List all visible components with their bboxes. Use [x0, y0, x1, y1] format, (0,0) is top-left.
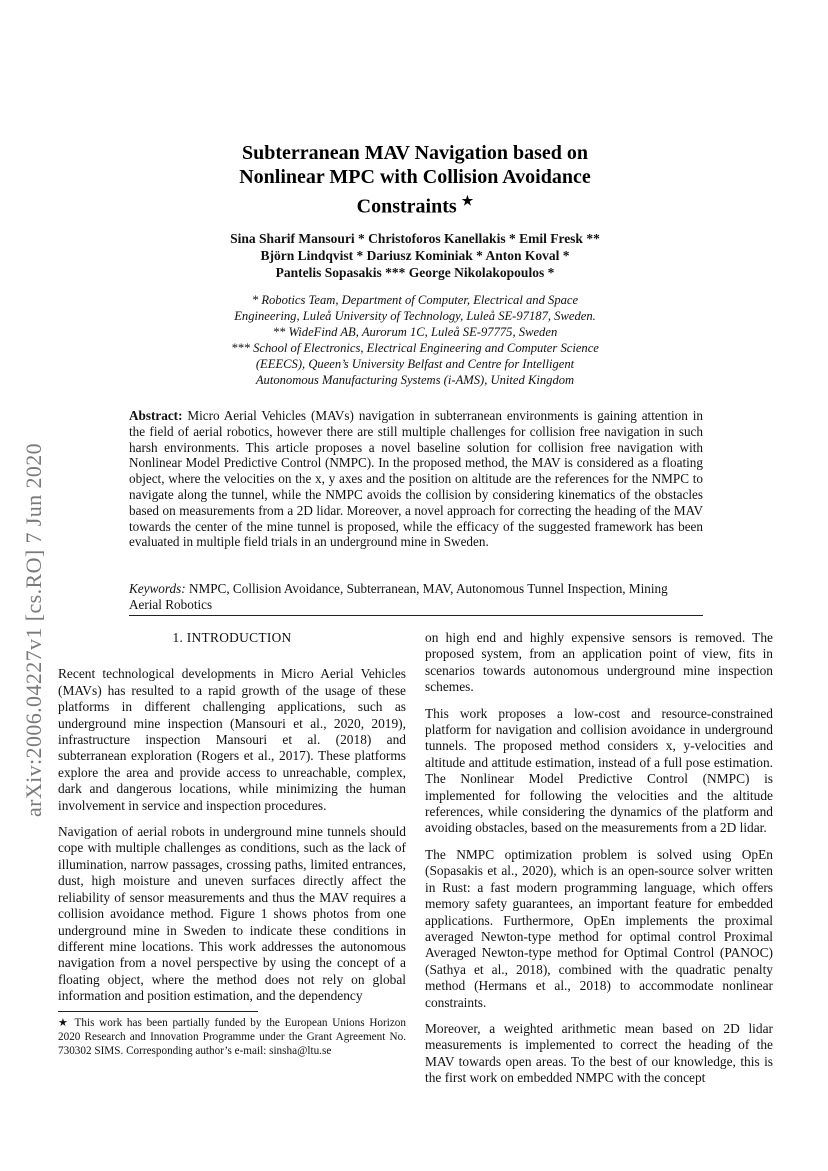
- paragraph: Navigation of aerial robots in underground mine tunnels should cope with multiple challenges as conditions, such as the lack of illumination, narrow passages, crossing paths, limited entrances, dust, high moisture and uneven surfaces directly affect the reliability of sensor measurements and thus the MAV requires a collision avoidance method. Figure 1 shows photos from one underground mine in Sweden to indicate these conditions in different mine locations. This work addresses the autonomous navigation from a novel perspective by using the concept of a floating object, where the method does not rely on global information and position estimation, and the dependency: [58, 824, 406, 1004]
- author-line-1: Sina Sharif Mansouri * Christoforos Kanellakis * Emil Fresk **: [230, 231, 600, 246]
- section-heading: 1. INTRODUCTION: [172, 630, 292, 645]
- author-line-3: Pantelis Sopasakis *** George Nikolakopoulos *: [275, 265, 555, 280]
- paragraph: on high end and highly expensive sensors is removed. The proposed system, from an application point of view, fits in scenarios towards autonomous underground mine inspection schemes.: [425, 630, 773, 695]
- title-line-1: Subterranean MAV Navigation based on: [242, 142, 588, 164]
- right-column: [425, 630, 773, 1097]
- affiliation-line: ** WideFind AB, Aurorum 1C, Luleå SE-97775, Sweden: [272, 325, 558, 339]
- arxiv-identifier: [14, 395, 54, 865]
- paragraph: Recent technological developments in Micro Aerial Vehicles (MAVs) has resulted to a rapid growth of the usage of these platforms in different challenging applications, such as underground mine inspection (Mansouri et al., 2020, 2019), infrastructure inspection Mansouri et al. (2018) and subterranean exploration (Rogers et al., 2017). These platforms explore the area and provide access to unreachable, complex, dark and dangerous locations, while minimizing the human involvement in service and inspection procedures.: [58, 666, 406, 813]
- left-column: [58, 630, 406, 1015]
- title-line-3: [180, 189, 650, 219]
- title-line-3-text: Constraints: [356, 195, 457, 218]
- keywords-text: NMPC, Collision Avoidance, Subterranean, MAV, Autonomous Tunnel Inspection, Mining Aerial Robotics: [129, 581, 668, 612]
- affiliations: [150, 292, 680, 388]
- affiliation-line: Autonomous Manufacturing Systems (i-AMS), United Kingdom: [255, 373, 575, 387]
- paper-title: [180, 141, 650, 219]
- affiliation-line: Engineering, Luleå University of Technology, Luleå SE-97187, Sweden.: [234, 309, 596, 323]
- footnote-divider: [58, 1011, 258, 1012]
- keywords-label: Keywords:: [129, 581, 186, 596]
- paragraph: Moreover, a weighted arithmetic mean based on 2D lidar measurements is implemented to correct the heading of the MAV towards open areas. To the best of our knowledge, this is the first work on embedded NMPC with the concept: [425, 1020, 773, 1086]
- keywords-divider: [129, 615, 703, 616]
- author-line-2: Björn Lindqvist * Dariusz Kominiak * Anton Koval *: [260, 248, 570, 263]
- footnote: ★ This work has been partially funded by the European Unions Horizon 2020 Research and Innovation Programme under the Grant Agreement No. 730302 SIMS. Corresponding author’s e-mail: sinsha@ltu.se: [58, 1017, 406, 1057]
- title-line-2: Nonlinear MPC with Collision Avoidance: [239, 166, 591, 188]
- keywords: [129, 581, 703, 613]
- title-footnote-mark: ★: [461, 193, 474, 208]
- affiliation-line: (EEECS), Queen’s University Belfast and Centre for Intelligent: [255, 357, 575, 371]
- affiliation-line: *** School of Electronics, Electrical Engineering and Computer Science: [231, 341, 599, 355]
- abstract-text: Micro Aerial Vehicles (MAVs) navigation in subterranean environments is gaining attention in the field of aerial robotics, however there are still multiple challenges for collision free navigation in such harsh environments. This article proposes a novel baseline solution for collision free navigation with Nonlinear Model Predictive Control (NMPC). In the proposed method, the MAV is considered as a floating object, where the velocities on the x, y axes and the position on altitude are the references for the NMPC to navigate along the tunnel, while the NMPC avoids the collision by considering kinematics of the obstacles based on measurements from a 2D lidar. Moreover, a novel approach for correcting the heading of the MAV towards the center of the mine tunnel is proposed, while the efficacy of the suggested framework has been evaluated in multiple field trials in an underground mine in Sweden.: [129, 408, 704, 550]
- paragraph: This work proposes a low-cost and resource-constrained platform for navigation and collision avoidance in underground tunnels. The proposed method considers x, y-velocities and altitude and attitude estimation, instead of a full pose estimation. The Nonlinear Model Predictive Control (NMPC) is implemented for following the velocities and the altitude references, while considering the dynamics of the platform and avoiding obstacles, based on the measurements from a 2D lidar.: [425, 705, 773, 836]
- author-list: [150, 230, 680, 281]
- abstract: [129, 408, 703, 550]
- affiliation-line: * Robotics Team, Department of Computer, Electrical and Space: [251, 293, 579, 307]
- arxiv-identifier-text: arXiv:2006.04227v1 [cs.RO] 7 Jun 2020: [21, 442, 47, 818]
- abstract-label: Abstract:: [129, 408, 183, 423]
- paragraph: The NMPC optimization problem is solved using OpEn (Sopasakis et al., 2020), which is an open-source solver written in Rust: a fast modern programming language, which offers memory safety guarantees, an important feature for embedded applications. Furthermore, OpEn implements the proximal averaged Newton-type method for optimal control Proximal Averaged Newton-type method for Optimal Control (PANOC) (Sathya et al., 2018), combined with the quadratic penalty method (Hermans et al., 2018) to accommodate nonlinear constraints.: [425, 846, 773, 1010]
